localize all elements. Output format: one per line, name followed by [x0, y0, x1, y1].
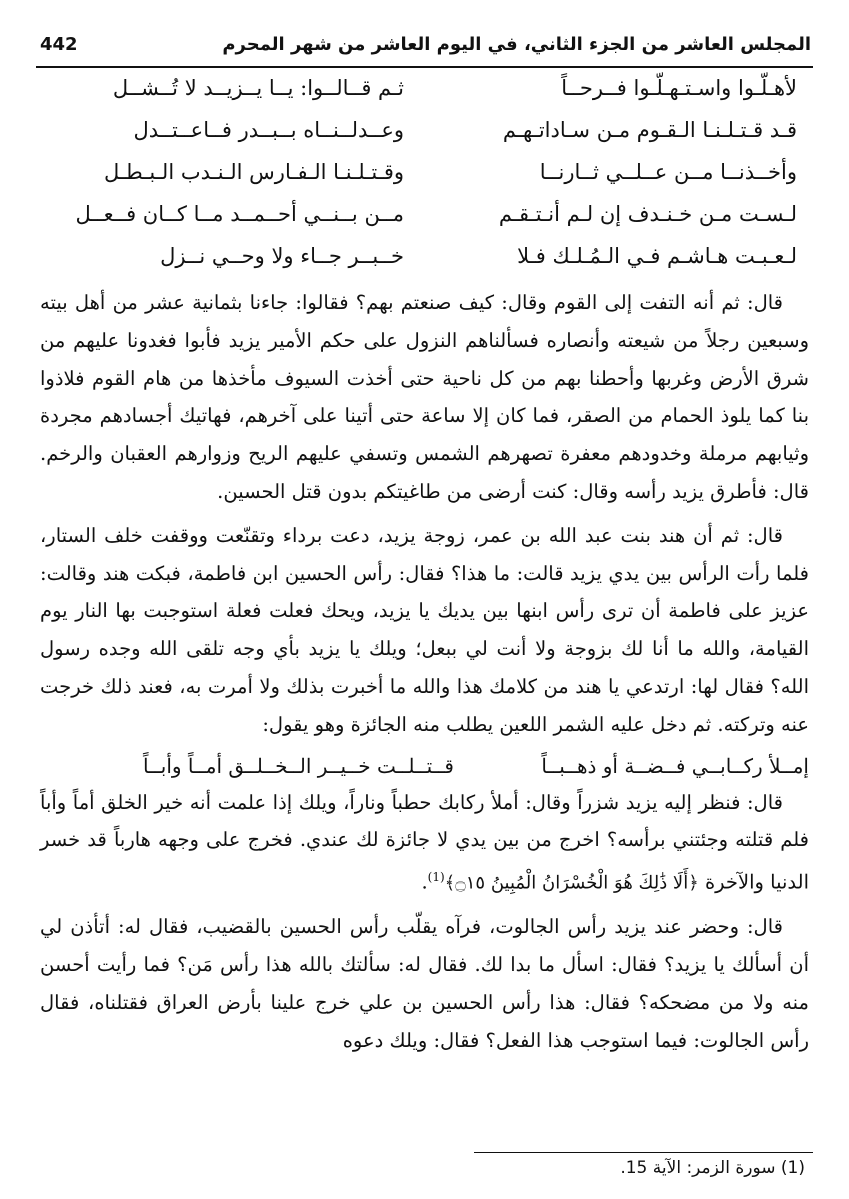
verse-second-hemistich: مــن بــنــي أحــمــد مــا كــان فــعــل — [75, 202, 404, 226]
header-divider — [36, 66, 813, 68]
page-number: 442 — [40, 34, 78, 55]
verse-first-hemistich: لـعـبـت هـاشـم فـي الـمُـلـك فـلا — [517, 244, 797, 268]
verse-line — [40, 70, 809, 112]
verse-second-hemistich: قــتــلــت خــيــر الــخــلــق أمــاً وأبــاً — [142, 753, 454, 778]
verse-line — [40, 744, 809, 784]
verse-second-hemistich: وقـتـلـنـا الـفـارس الـنـدب الـبـطـل — [104, 160, 404, 184]
verse-first-hemistich: إمــلأ ركــابــي فــضــة أو ذهــبــاً — [541, 753, 809, 778]
verse-second-hemistich: وعــدلــنــاه بــبــدر فــاعــتــدل — [133, 118, 404, 142]
paragraph: قال: وحضر عند يزيد رأس الجالوت، فرآه يقلّب رأس الحسين بالقضيب، فقال له: أتأذن لي أن أسألك يا يزيد؟ فقال: اسأل ما بدا لك. فقال له: سألتك بالله هذا رأس مَن؟ فما رأيت أحسن منه ولا من مضحكه؟ فقال: هذا رأس الحسين بن علي خرج علينا بأرض العراق فقتلناه، فقال رأس الجالوت: فيما استوجب هذا الفعل؟ فقال: ويلك دعوه — [40, 915, 809, 1052]
verse-first-hemistich: لـسـت مـن خـنـدف إن لـم أنـتـقـم — [498, 202, 797, 226]
verse-second-hemistich: خــبــر جــاء ولا وحــي نــزل — [160, 244, 404, 268]
footnote-reference[interactable]: (1) — [427, 870, 445, 885]
verse-second-hemistich: ثـم قــالــوا: يــا يــزيــد لا تُــشــل — [112, 76, 404, 100]
paragraph: قال: فنظر إليه يزيد شزراً وقال: أملأ ركابك حطباً وناراً، ويلك إذا علمت أنه خير الخلق أماً وأباً فلم قتلته وجئتني برأسه؟ اخرج من بين يدي لا جائزة لك عندي. فخرج على وجهه هارباً قد خسر الدنيا والآخرة ﴿أَلَا ذَٰلِكَ هُوَ الْخُسْرَانُ الْمُبِينُ ۝١٥﴾$^{(1)}$. — [40, 790, 809, 894]
quran-verse: ﴿أَلَا ذَٰلِكَ هُوَ الْخُسْرَانُ الْمُبِينُ ۝١٥﴾ — [444, 872, 699, 894]
paragraph-text: قال: فنظر إليه يزيد شزراً وقال: أملأ ركابك حطباً وناراً، ويلك إذا علمت أنه خير الخلق أماً وأباً فلم قتلته وجئتني برأسه؟ اخرج من بين يدي لا جائزة لك عندي. فخرج على وجهه هارباً قد خسر الدنيا والآخرة — [40, 790, 809, 894]
verse-line — [40, 154, 809, 196]
footnote: (1) سورة الزمر: الآية 15. — [620, 1158, 805, 1178]
verse-line — [40, 196, 809, 238]
verse-line — [40, 238, 809, 280]
footnote-divider — [474, 1152, 813, 1153]
paragraph: قال: ثم أن هند بنت عبد الله بن عمر، زوجة يزيد، دعت برداء وتقنّعت ووقفت خلف الستار، فلما رأت الرأس بين يدي يزيد قالت: ما هذا؟ فقال: رأس الحسين ابن فاطمة، فبكت هند وقالت: عزيز على فاطمة أن ترى رأس ابنها بين يديك يا يزيد، ويحك فعلت فعلة استوجبت بها النار يوم القيامة، والله ما أنا لك بزوجة ولا أنت لي ببعل؛ ويلك يا يزيد بأي وجه تلقى الله وجده رسول الله؟ فقال لها: ارتدعي يا هند من كلامك هذا والله ما أخبرت بذلك ولا أمرت به، فعند ذلك خرجت عنه وتركته. ثم دخل عليه الشمر اللعين يطلب منه الجائزة وهو يقول: — [40, 523, 810, 736]
verse-first-hemistich: قـد قـتـلـنـا الـقـوم مـن سـاداتـهـم — [502, 118, 797, 142]
running-header — [40, 30, 811, 64]
verse-first-hemistich: لأهـلّـوا واسـتـهـلّـوا فــرحــاً — [561, 76, 797, 100]
verse-first-hemistich: وأخــذنــا مــن عــلــي ثــارنــا — [539, 160, 797, 184]
body-text — [40, 284, 809, 1060]
poem-block — [40, 70, 809, 280]
header-title: المجلس العاشر من الجزء الثاني، في اليوم العاشر من شهر المحرم — [222, 34, 811, 55]
verse-line — [40, 112, 809, 154]
paragraph: قال: ثم أنه التفت إلى القوم وقال: كيف صنعتم بهم؟ فقالوا: جاءنا بثمانية عشر من أهل بيته وسبعين رجلاً من شيعته وأنصاره فسألناهم النزول على حكم الأمير يزيد فأبوا فغدونا عليهم من شرق الأرض وغربها وأحطنا بهم من كل ناحية حتى أخذت السيوف مأخذها من هام القوم فلاذوا بنا كما يلوذ الحمام من الصقر، فما كان إلا ساعة حتى أتينا على آخرهم، فهاتيك أجسادهم مجردة وثيابهم مرملة وخدودهم معفرة تصهرهم الشمس وتسفي عليهم الريح وزوارهم العقبان والرخم. قال: فأطرق يزيد رأسه وقال: كنت أرضى من طاغيتكم بدون قتل الحسين. — [40, 291, 809, 503]
